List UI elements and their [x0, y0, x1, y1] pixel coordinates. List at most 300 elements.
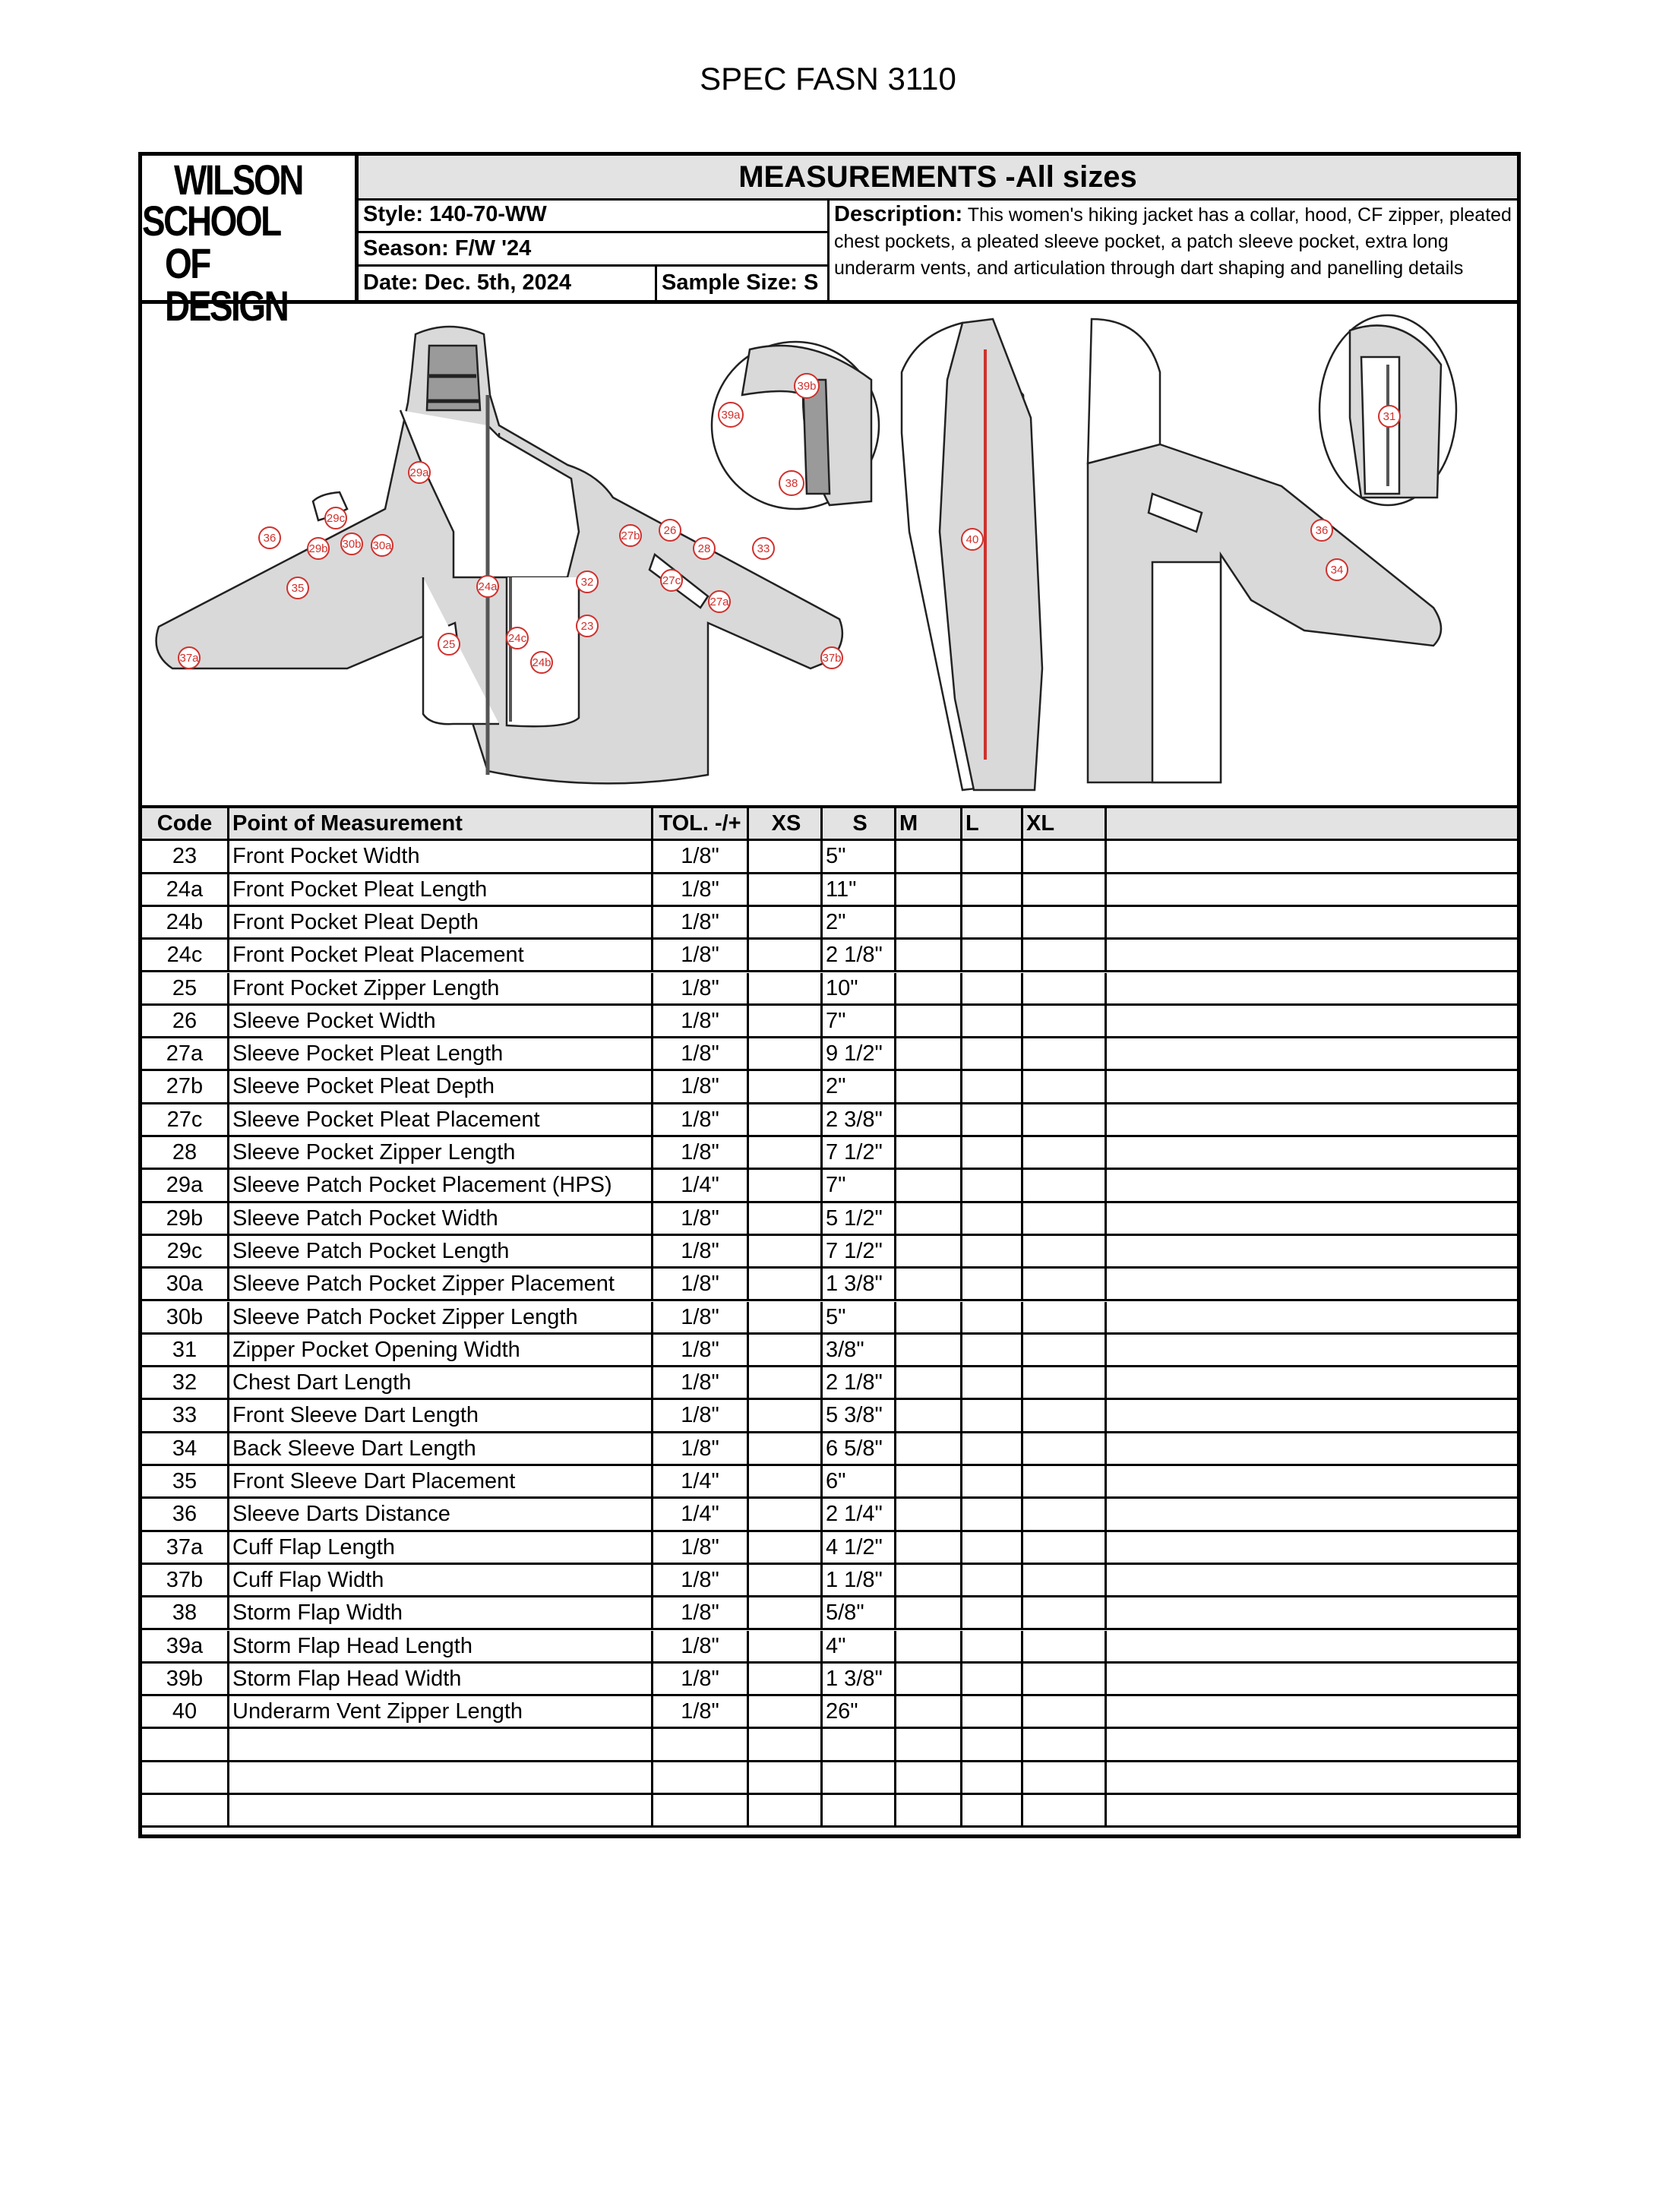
- cell-l: [962, 1137, 1023, 1168]
- callout-39b: [795, 374, 819, 398]
- cell-pom: Storm Flap Head Width: [229, 1664, 653, 1694]
- cell-pom: Sleeve Pocket Pleat Length: [229, 1038, 653, 1069]
- cell-pom: Sleeve Pocket Pleat Placement: [229, 1104, 653, 1135]
- cell-s: 7": [823, 1170, 896, 1200]
- svg-text:27a: 27a: [709, 596, 729, 608]
- cell-tol: 1/8": [653, 1269, 749, 1299]
- table-row: [142, 1499, 1517, 1531]
- table-row: [142, 907, 1517, 940]
- cell-m: [896, 1696, 962, 1727]
- cell-s: 1 3/8": [823, 1664, 896, 1694]
- cell-l: [962, 841, 1023, 871]
- cell-xl: [1023, 1367, 1107, 1398]
- cell-m: [896, 1433, 962, 1464]
- cell-pom: [229, 1762, 653, 1793]
- cell-s: 11": [823, 874, 896, 905]
- col-xl: XL: [1023, 808, 1107, 839]
- svg-text:29b: 29b: [308, 542, 328, 555]
- callout-30b: [341, 533, 362, 555]
- cell-s: 5": [823, 841, 896, 871]
- cell-xs: [749, 1631, 823, 1661]
- cell-pom: Storm Flap Width: [229, 1597, 653, 1628]
- jacket-flat-sketches: [142, 304, 1517, 805]
- cell-m: [896, 1565, 962, 1595]
- cell-l: [962, 1170, 1023, 1200]
- cell-pom: Front Sleeve Dart Length: [229, 1400, 653, 1430]
- cell-m: [896, 1466, 962, 1496]
- cell-xs: [749, 1565, 823, 1595]
- cell-l: [962, 1466, 1023, 1496]
- cell-code: 24a: [142, 874, 229, 905]
- cell-m: [896, 1532, 962, 1563]
- cell-tol: 1/8": [653, 841, 749, 871]
- table-row: [142, 1006, 1517, 1038]
- svg-text:40: 40: [965, 533, 979, 546]
- cell-code: 27c: [142, 1104, 229, 1135]
- svg-text:39a: 39a: [721, 409, 741, 422]
- svg-text:36: 36: [263, 532, 277, 545]
- cell-xl: [1023, 1400, 1107, 1430]
- callout-27c: [661, 570, 682, 591]
- cell-xl: [1023, 1269, 1107, 1299]
- cell-code: 27a: [142, 1038, 229, 1069]
- cell-code: [142, 1795, 229, 1825]
- svg-text:37a: 37a: [179, 652, 199, 665]
- cell-pom: Sleeve Patch Pocket Zipper Placement: [229, 1269, 653, 1299]
- cell-code: 26: [142, 1006, 229, 1036]
- callout-25: [438, 634, 460, 655]
- cell-xs: [749, 1137, 823, 1168]
- cell-s: 9 1/2": [823, 1038, 896, 1069]
- cell-tol: 1/8": [653, 940, 749, 970]
- cell-m: [896, 940, 962, 970]
- cell-s: 1 1/8": [823, 1565, 896, 1595]
- cell-xl: [1023, 874, 1107, 905]
- cell-code: 36: [142, 1499, 229, 1529]
- cell-code: 25: [142, 973, 229, 1003]
- cell-s: 2 1/8": [823, 940, 896, 970]
- cell-pom: Underarm Vent Zipper Length: [229, 1696, 653, 1727]
- svg-text:27b: 27b: [621, 529, 640, 542]
- cell-xs: [749, 1038, 823, 1069]
- svg-text:24b: 24b: [532, 656, 551, 669]
- cell-l: [962, 1038, 1023, 1069]
- cell-l: [962, 1400, 1023, 1430]
- callout-24c: [507, 627, 528, 649]
- cell-tol: 1/8": [653, 1071, 749, 1101]
- callout-29b: [308, 538, 329, 559]
- cell-pom: Storm Flap Head Length: [229, 1631, 653, 1661]
- cell-tol: 1/8": [653, 1565, 749, 1595]
- table-row: [142, 940, 1517, 972]
- cell-m: [896, 1367, 962, 1398]
- callout-37b: [821, 647, 842, 668]
- cell-xs: [749, 1696, 823, 1727]
- svg-text:29c: 29c: [326, 512, 346, 525]
- table-header-row: [142, 808, 1517, 841]
- cell-xs: [749, 1269, 823, 1299]
- table-row: [142, 1137, 1517, 1170]
- cell-s: [823, 1762, 896, 1793]
- cell-xl: [1023, 841, 1107, 871]
- cell-xl: [1023, 1466, 1107, 1496]
- cell-m: [896, 1729, 962, 1759]
- logo-line-2: SCHOOL: [142, 197, 280, 245]
- cell-tol: 1/8": [653, 1236, 749, 1266]
- cell-tol: 1/8": [653, 1038, 749, 1069]
- cell-l: [962, 1367, 1023, 1398]
- cell-pom: Front Pocket Width: [229, 841, 653, 871]
- cell-xl: [1023, 1631, 1107, 1661]
- table-row: [142, 1433, 1517, 1466]
- cell-l: [962, 1433, 1023, 1464]
- table-row: [142, 1532, 1517, 1565]
- cell-code: 40: [142, 1696, 229, 1727]
- logo-line-3: OF DESIGN: [165, 239, 288, 330]
- cell-l: [962, 1696, 1023, 1727]
- callout-33: [753, 538, 774, 559]
- table-row: [142, 1400, 1517, 1433]
- cell-pom: Chest Dart Length: [229, 1367, 653, 1398]
- cell-m: [896, 1269, 962, 1299]
- table-row: [142, 1795, 1517, 1828]
- cell-xs: [749, 1532, 823, 1563]
- cell-xl: [1023, 1532, 1107, 1563]
- cell-m: [896, 1302, 962, 1332]
- cell-s: 7 1/2": [823, 1137, 896, 1168]
- cell-xl: [1023, 1071, 1107, 1101]
- col-l: L: [962, 808, 1023, 839]
- cell-tol: 1/8": [653, 1532, 749, 1563]
- cell-m: [896, 1597, 962, 1628]
- cell-pom: [229, 1729, 653, 1759]
- cell-xs: [749, 1597, 823, 1628]
- table-row: [142, 1597, 1517, 1630]
- cell-code: [142, 1762, 229, 1793]
- cell-xs: [749, 1203, 823, 1234]
- cell-s: [823, 1729, 896, 1759]
- cell-m: [896, 1038, 962, 1069]
- cell-xs: [749, 1762, 823, 1793]
- cell-m: [896, 1104, 962, 1135]
- cell-pom: Zipper Pocket Opening Width: [229, 1335, 653, 1365]
- table-row: [142, 1236, 1517, 1269]
- cell-tol: 1/8": [653, 1367, 749, 1398]
- cell-l: [962, 1236, 1023, 1266]
- cell-xl: [1023, 1433, 1107, 1464]
- cell-pom: Front Pocket Pleat Length: [229, 874, 653, 905]
- cell-m: [896, 1203, 962, 1234]
- cell-xs: [749, 1006, 823, 1036]
- cell-tol: [653, 1762, 749, 1793]
- cell-l: [962, 1499, 1023, 1529]
- cell-tol: [653, 1729, 749, 1759]
- cell-code: 39a: [142, 1631, 229, 1661]
- svg-text:38: 38: [785, 477, 798, 490]
- callout-38: [779, 471, 804, 495]
- cell-code: 24b: [142, 907, 229, 937]
- cell-pom: Sleeve Pocket Pleat Depth: [229, 1071, 653, 1101]
- cell-xs: [749, 1367, 823, 1398]
- svg-text:33: 33: [757, 542, 770, 555]
- svg-text:39b: 39b: [797, 380, 817, 393]
- cell-code: 35: [142, 1466, 229, 1496]
- description-text: This women's hiking jacket has a collar, hood, CF zipper, pleated chest pockets, a pleated sleeve pocket, a patch sleeve pocket, extra long underarm vents, and articulation through dart shaping and panelling details: [834, 204, 1512, 279]
- cell-xl: [1023, 1236, 1107, 1266]
- table-row: [142, 1170, 1517, 1202]
- callout-29a: [409, 462, 430, 483]
- spec-sheet: [138, 152, 1521, 1838]
- cell-l: [962, 1269, 1023, 1299]
- measurements-title: MEASUREMENTS -All sizes: [359, 156, 1517, 201]
- table-row: [142, 1664, 1517, 1696]
- cell-tol: 1/8": [653, 1433, 749, 1464]
- cell-m: [896, 1236, 962, 1266]
- cell-m: [896, 1137, 962, 1168]
- cell-pom: Sleeve Pocket Zipper Length: [229, 1137, 653, 1168]
- cell-xl: [1023, 1565, 1107, 1595]
- cell-l: [962, 1335, 1023, 1365]
- cell-xs: [749, 841, 823, 871]
- cell-tol: 1/8": [653, 1664, 749, 1694]
- table-row: [142, 1071, 1517, 1104]
- cell-m: [896, 973, 962, 1003]
- cell-pom: Sleeve Patch Pocket Zipper Length: [229, 1302, 653, 1332]
- table-row: [142, 1762, 1517, 1795]
- cell-code: 29c: [142, 1236, 229, 1266]
- cell-l: [962, 1203, 1023, 1234]
- svg-text:26: 26: [663, 524, 677, 537]
- table-row: [142, 874, 1517, 907]
- cell-l: [962, 1071, 1023, 1101]
- cell-code: 37a: [142, 1532, 229, 1563]
- callout-39a: [719, 403, 743, 427]
- cell-m: [896, 874, 962, 905]
- svg-text:30b: 30b: [342, 538, 362, 551]
- page-title: SPEC FASN 3110: [700, 61, 956, 96]
- cell-l: [962, 1532, 1023, 1563]
- cell-pom: Front Pocket Zipper Length: [229, 973, 653, 1003]
- table-row: [142, 1696, 1517, 1729]
- callout-29c: [325, 507, 346, 529]
- callout-23: [577, 615, 598, 637]
- cell-s: 7": [823, 1006, 896, 1036]
- svg-text:32: 32: [580, 576, 594, 589]
- cell-xl: [1023, 1302, 1107, 1332]
- cell-l: [962, 1631, 1023, 1661]
- cell-s: 2 1/8": [823, 1367, 896, 1398]
- cell-m: [896, 1071, 962, 1101]
- cell-xs: [749, 1400, 823, 1430]
- cell-tol: 1/8": [653, 1006, 749, 1036]
- cell-xl: [1023, 907, 1107, 937]
- cell-pom: [229, 1795, 653, 1825]
- cell-tol: 1/8": [653, 1335, 749, 1365]
- cell-l: [962, 1302, 1023, 1332]
- cell-xl: [1023, 1335, 1107, 1365]
- cell-xs: [749, 1795, 823, 1825]
- date-field: Date: Dec. 5th, 2024: [363, 270, 572, 295]
- cell-tol: 1/8": [653, 1104, 749, 1135]
- cell-code: 24c: [142, 940, 229, 970]
- cell-xl: [1023, 1104, 1107, 1135]
- cell-tol: 1/4": [653, 1466, 749, 1496]
- table-row: [142, 1631, 1517, 1664]
- cell-xl: [1023, 1664, 1107, 1694]
- table-row: [142, 1302, 1517, 1335]
- cell-xs: [749, 1664, 823, 1694]
- cell-m: [896, 1762, 962, 1793]
- cell-tol: 1/4": [653, 1499, 749, 1529]
- cell-xl: [1023, 1137, 1107, 1168]
- cell-s: 10": [823, 973, 896, 1003]
- cell-m: [896, 1664, 962, 1694]
- jacket-side-view: [902, 319, 1042, 790]
- table-row: [142, 1269, 1517, 1301]
- callout-32: [577, 571, 598, 592]
- callout-27b: [620, 525, 641, 546]
- col-point-of-measurement: Point of Measurement: [229, 808, 653, 839]
- callout-24b: [531, 652, 552, 673]
- cell-xs: [749, 1302, 823, 1332]
- col-code: Code: [142, 808, 229, 839]
- cell-xl: [1023, 1795, 1107, 1825]
- cell-code: 38: [142, 1597, 229, 1628]
- callout-36-back: [1311, 520, 1332, 541]
- cell-xs: [749, 1236, 823, 1266]
- cell-code: 23: [142, 841, 229, 871]
- svg-text:24a: 24a: [478, 580, 498, 593]
- cell-xl: [1023, 1038, 1107, 1069]
- cell-s: 2 1/4": [823, 1499, 896, 1529]
- table-row: [142, 1038, 1517, 1071]
- cell-xs: [749, 1499, 823, 1529]
- cell-xs: [749, 1170, 823, 1200]
- cell-s: 2 3/8": [823, 1104, 896, 1135]
- cell-code: 32: [142, 1367, 229, 1398]
- table-row: [142, 841, 1517, 874]
- cell-code: 34: [142, 1433, 229, 1464]
- cell-xl: [1023, 1499, 1107, 1529]
- cell-tol: 1/8": [653, 874, 749, 905]
- cell-xs: [749, 973, 823, 1003]
- cell-pom: Cuff Flap Length: [229, 1532, 653, 1563]
- cell-l: [962, 1664, 1023, 1694]
- cell-tol: 1/8": [653, 1203, 749, 1234]
- cell-m: [896, 1335, 962, 1365]
- table-row: [142, 1104, 1517, 1137]
- cell-tol: 1/8": [653, 973, 749, 1003]
- cell-m: [896, 1006, 962, 1036]
- cell-l: [962, 973, 1023, 1003]
- cell-tol: 1/8": [653, 1597, 749, 1628]
- col-tolerance: TOL. -/+: [653, 808, 749, 839]
- cell-tol: 1/8": [653, 907, 749, 937]
- cell-pom: Sleeve Patch Pocket Length: [229, 1236, 653, 1266]
- cell-xl: [1023, 1729, 1107, 1759]
- cell-s: 5/8": [823, 1597, 896, 1628]
- cell-pom: Front Pocket Pleat Depth: [229, 907, 653, 937]
- callout-40: [962, 529, 983, 550]
- cell-s: 7 1/2": [823, 1236, 896, 1266]
- svg-text:30a: 30a: [372, 539, 392, 552]
- cell-xl: [1023, 1597, 1107, 1628]
- cell-tol: 1/8": [653, 1696, 749, 1727]
- cell-xl: [1023, 1762, 1107, 1793]
- sample-size-field: Sample Size: S: [662, 270, 819, 295]
- cell-s: 5 3/8": [823, 1400, 896, 1430]
- cell-s: 6 5/8": [823, 1433, 896, 1464]
- cell-l: [962, 1762, 1023, 1793]
- cell-s: 2": [823, 907, 896, 937]
- cell-l: [962, 1565, 1023, 1595]
- svg-text:37b: 37b: [822, 652, 842, 665]
- svg-text:24c: 24c: [507, 632, 527, 645]
- cell-tol: 1/8": [653, 1137, 749, 1168]
- callout-34: [1326, 559, 1348, 580]
- cell-l: [962, 940, 1023, 970]
- cell-l: [962, 874, 1023, 905]
- cell-code: 37b: [142, 1565, 229, 1595]
- cell-l: [962, 1597, 1023, 1628]
- cell-pom: Sleeve Darts Distance: [229, 1499, 653, 1529]
- callout-36: [259, 527, 280, 548]
- cell-code: 30b: [142, 1302, 229, 1332]
- cell-xl: [1023, 1006, 1107, 1036]
- col-m: M: [896, 808, 962, 839]
- cell-m: [896, 1631, 962, 1661]
- cell-code: 39b: [142, 1664, 229, 1694]
- cell-m: [896, 1170, 962, 1200]
- cell-s: 4": [823, 1631, 896, 1661]
- col-s: S: [823, 808, 896, 839]
- callout-31: [1379, 406, 1400, 427]
- svg-text:28: 28: [697, 542, 711, 555]
- cell-pom: Front Pocket Pleat Placement: [229, 940, 653, 970]
- cell-pom: Front Sleeve Dart Placement: [229, 1466, 653, 1496]
- cell-l: [962, 1104, 1023, 1135]
- callout-27a: [709, 591, 730, 612]
- logo-line-1: WILSON: [174, 156, 302, 204]
- cell-xs: [749, 940, 823, 970]
- cell-l: [962, 1795, 1023, 1825]
- cell-xl: [1023, 1203, 1107, 1234]
- cell-s: 2": [823, 1071, 896, 1101]
- svg-text:27c: 27c: [662, 574, 681, 587]
- cell-m: [896, 1795, 962, 1825]
- svg-text:35: 35: [291, 582, 305, 595]
- cell-xs: [749, 1335, 823, 1365]
- callout-30a: [371, 535, 393, 556]
- cell-xl: [1023, 940, 1107, 970]
- cell-pom: Back Sleeve Dart Length: [229, 1433, 653, 1464]
- cell-s: 3/8": [823, 1335, 896, 1365]
- table-row: [142, 1203, 1517, 1236]
- header-block: [142, 156, 1517, 330]
- cell-code: 29b: [142, 1203, 229, 1234]
- cell-code: 31: [142, 1335, 229, 1365]
- cell-m: [896, 1499, 962, 1529]
- cell-s: 26": [823, 1696, 896, 1727]
- cell-xs: [749, 1104, 823, 1135]
- cell-xs: [749, 1071, 823, 1101]
- description-block: [830, 200, 1517, 299]
- season-field: Season: F/W '24: [363, 236, 532, 261]
- svg-text:29a: 29a: [409, 466, 429, 479]
- table-row: [142, 1466, 1517, 1499]
- cell-code: 28: [142, 1137, 229, 1168]
- cell-tol: 1/8": [653, 1631, 749, 1661]
